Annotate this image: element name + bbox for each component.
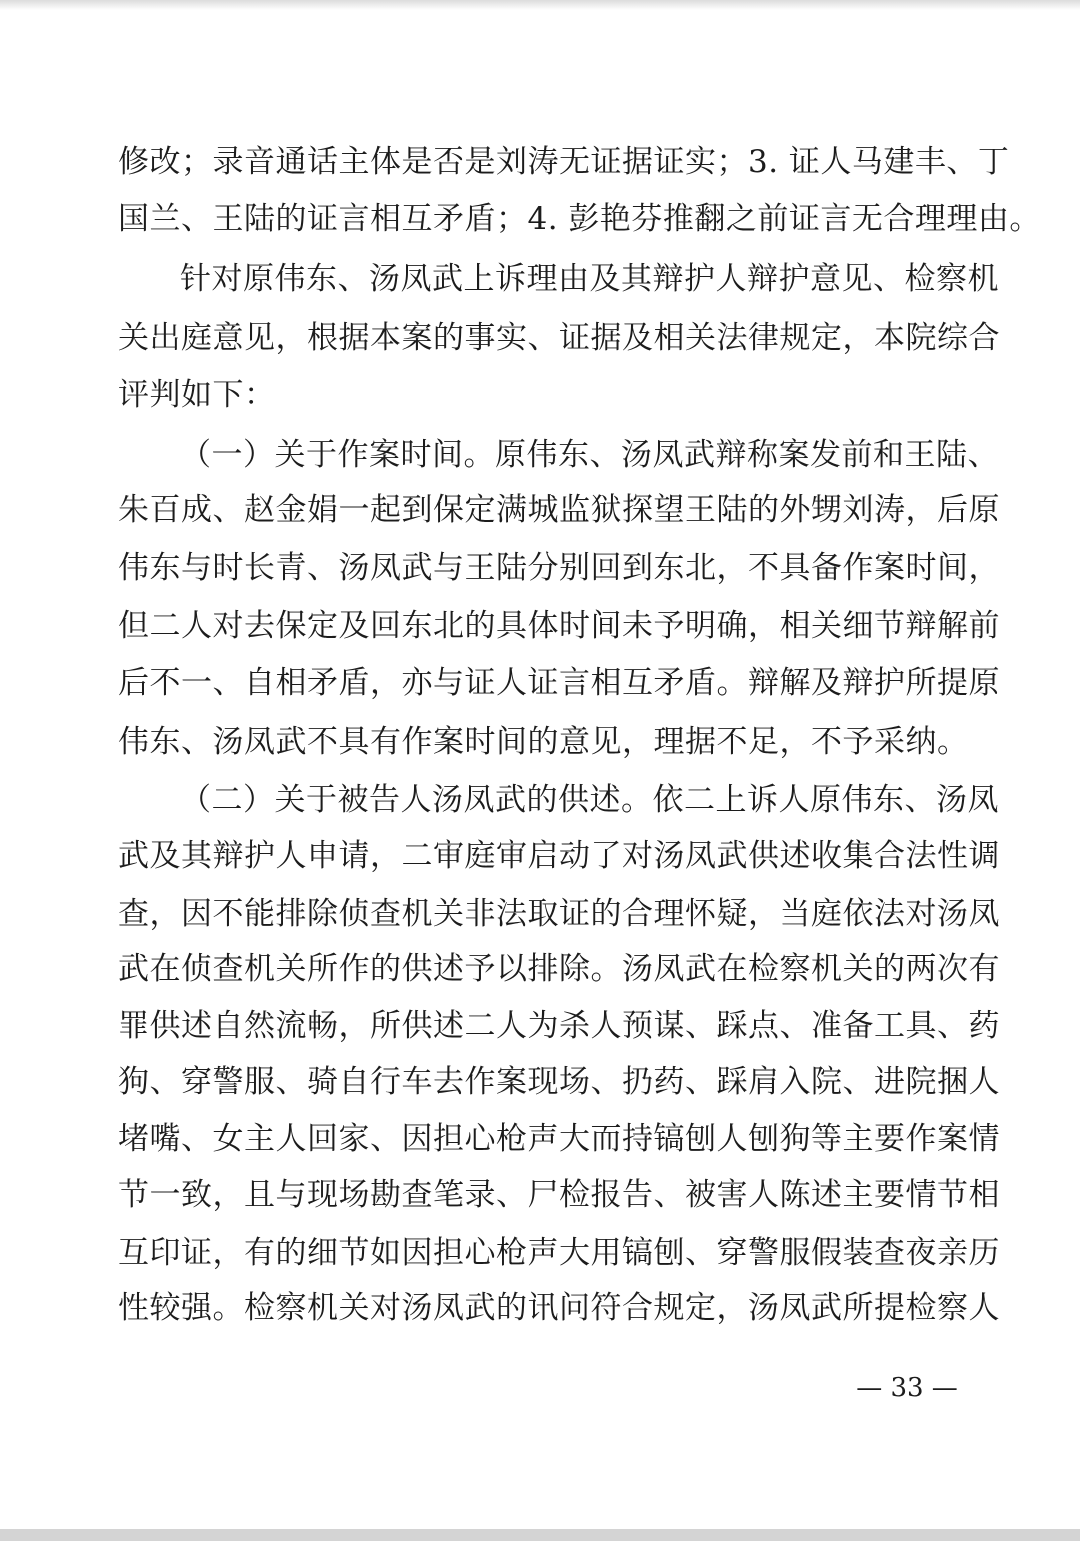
text-line: 狗、穿警服、骑自行车去作案现场、扔药、踩肩入院、进院捆人 — [118, 1064, 1000, 1100]
text-line: 武在侦查机关所作的供述予以排除。汤凤武在检察机关的两次有 — [118, 951, 1000, 987]
text-line: 罪供述自然流畅，所供述二人为杀人预谋、踩点、准备工具、药 — [118, 1008, 1000, 1044]
text-line: 武及其辩护人申请，二审庭审启动了对汤凤武供述收集合法性调 — [118, 838, 1000, 874]
text-line: 国兰、王陆的证言相互矛盾；4. 彭艳芬推翻之前证言无合理理由。 — [118, 201, 1041, 237]
text-line: 关出庭意见，根据本案的事实、证据及相关法律规定，本院综合 — [118, 320, 1000, 356]
paragraph-start-line: 针对原伟东、汤凤武上诉理由及其辩护人辩护意见、检察机 — [180, 261, 999, 297]
scan-bottom-edge — [0, 1529, 1080, 1541]
text-line: 后不一、自相矛盾，亦与证人证言相互矛盾。辩解及辩护所提原 — [118, 665, 1000, 701]
section-heading-line: （一）关于作案时间。原伟东、汤凤武辩称案发前和王陆、 — [180, 437, 999, 473]
page-number: — 33 — — [856, 1373, 958, 1403]
text-line: 查，因不能排除侦查机关非法取证的合理怀疑，当庭依法对汤凤 — [118, 896, 1000, 932]
text-line: 节一致，且与现场勘查笔录、尸检报告、被害人陈述主要情节相 — [118, 1177, 1000, 1213]
text-line: 伟东与时长青、汤凤武与王陆分别回到东北，不具备作案时间， — [118, 550, 1000, 586]
text-line: 伟东、汤凤武不具有作案时间的意见，理据不足，不予采纳。 — [118, 724, 969, 760]
text-line: 性较强。检察机关对汤凤武的讯问符合规定，汤凤武所提检察人 — [118, 1290, 1000, 1326]
text-line: 评判如下： — [118, 377, 276, 413]
section-heading-line: （二）关于被告人汤凤武的供述。依二上诉人原伟东、汤凤 — [180, 782, 999, 818]
text-line: 修改；录音通话主体是否是刘涛无证据证实；3. 证人马建丰、丁 — [118, 144, 1010, 180]
text-line: 但二人对去保定及回东北的具体时间未予明确，相关细节辩解前 — [118, 608, 1000, 644]
text-line: 互印证，有的细节如因担心枪声大用镐刨、穿警服假装查夜亲历 — [118, 1235, 1000, 1271]
text-line: 朱百成、赵金娟一起到保定满城监狱探望王陆的外甥刘涛，后原 — [118, 492, 1000, 528]
text-line: 堵嘴、女主人回家、因担心枪声大而持镐刨人刨狗等主要作案情 — [118, 1121, 1000, 1157]
